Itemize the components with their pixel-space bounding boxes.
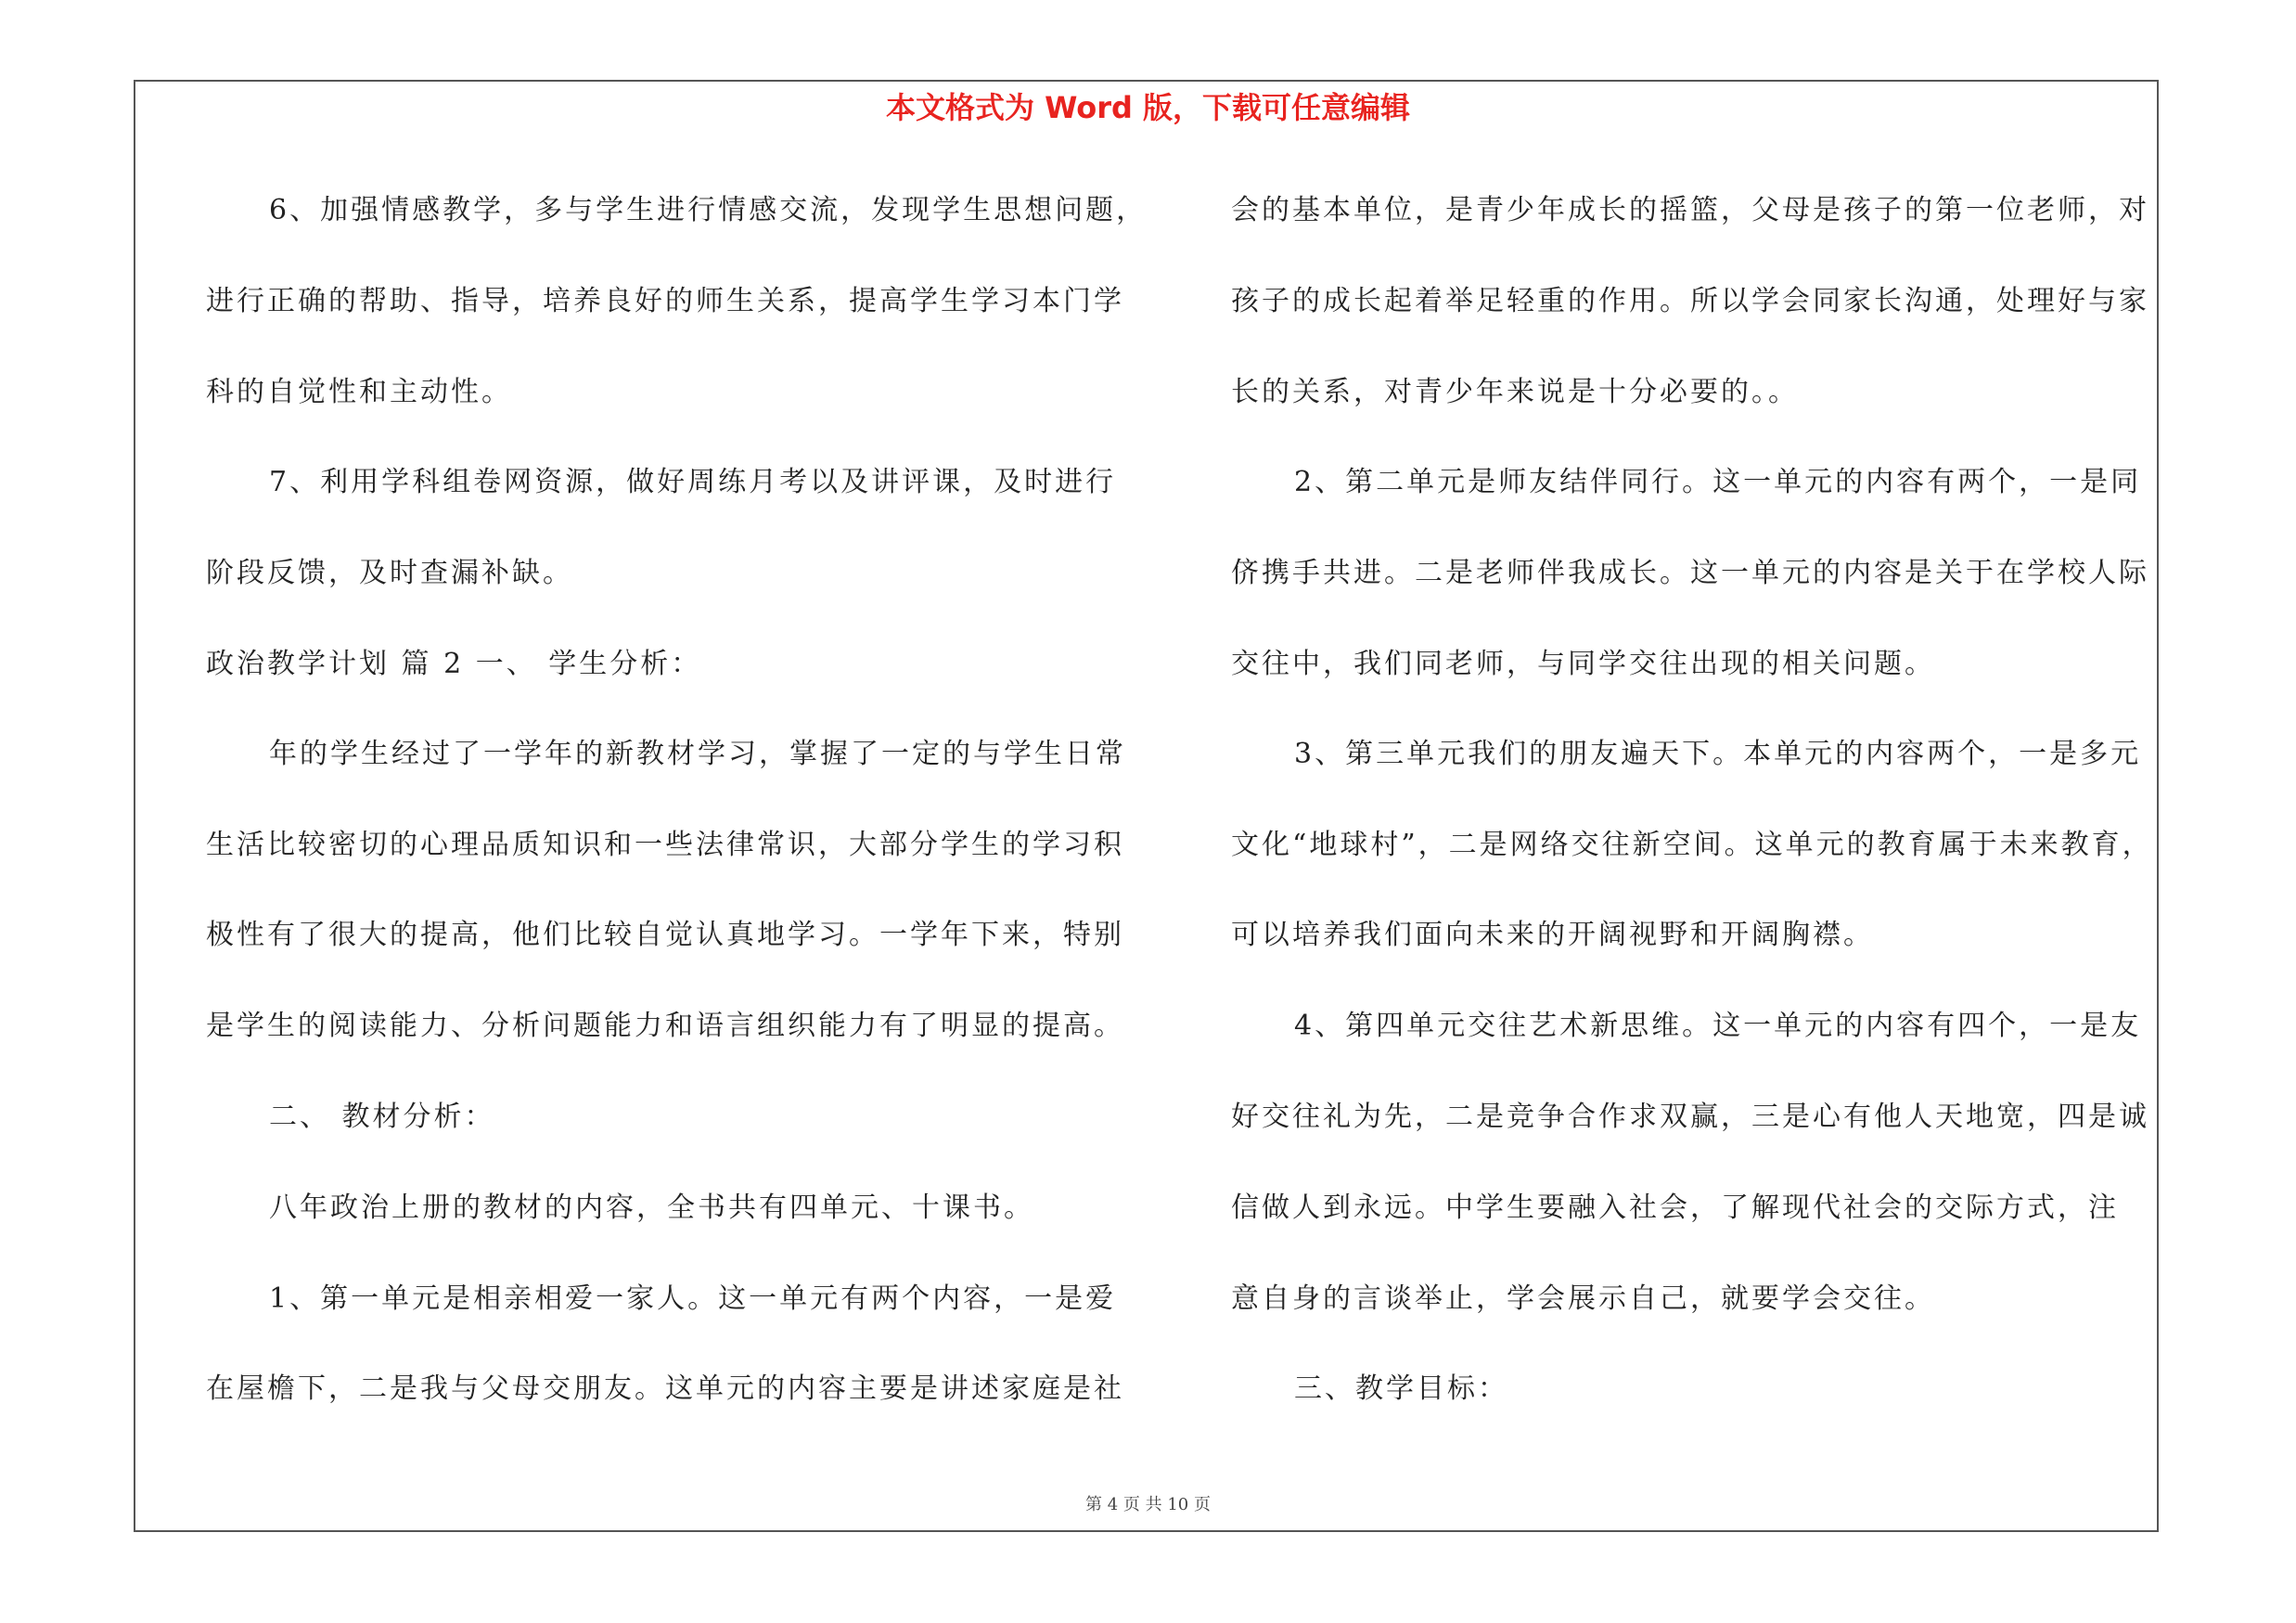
text-line: 八年政治上册的教材的内容，全书共有四单元、十课书。	[269, 1191, 1034, 1224]
text-line: 生活比较密切的心理品质知识和一些法律常识，大部分学生的学习积	[206, 829, 1124, 861]
text-line: 6、加强情感教学，多与学生进行情感交流，发现学生思想问题，	[269, 194, 1148, 226]
section-heading: 三、教学目标：	[1294, 1372, 1508, 1405]
editable-notice-banner: 本文格式为 Word 版，下载可任意编辑	[885, 90, 1411, 125]
text-line: 进行正确的帮助、指导，培养良好的师生关系，提高学生学习本门学	[206, 285, 1124, 317]
text-line: 极性有了很大的提高，他们比较自觉认真地学习。一学年下来，特别	[206, 919, 1124, 951]
text-line: 在屋檐下，二是我与父母交朋友。这单元的内容主要是讲述家庭是社	[206, 1372, 1124, 1405]
section-heading: 二、 教材分析：	[269, 1101, 495, 1133]
text-line: 意自身的言谈举止，学会展示自己，就要学会交往。	[1231, 1282, 1935, 1315]
text-line: 年的学生经过了一学年的新教材学习，掌握了一定的与学生日常	[269, 738, 1126, 770]
text-line: 文化“地球村”，二是网络交往新空间。这单元的教育属于未来教育，	[1231, 829, 2153, 861]
text-line: 3、第三单元我们的朋友遍天下。本单元的内容两个，一是多元	[1294, 738, 2142, 770]
text-line: 侪携手共进。二是老师伴我成长。这一单元的内容是关于在学校人际	[1231, 557, 2149, 589]
text-line: 交往中，我们同老师，与同学交往出现的相关问题。	[1231, 648, 1935, 680]
text-line: 7、利用学科组卷网资源，做好周练月考以及讲评课，及时进行	[269, 466, 1117, 498]
text-line: 信做人到永远。中学生要融入社会，了解现代社会的交际方式，注	[1231, 1191, 2119, 1224]
text-line: 长的关系，对青少年来说是十分必要的。。	[1231, 376, 1799, 408]
text-line: 1、第一单元是相亲相爱一家人。这一单元有两个内容，一是爱	[269, 1282, 1117, 1315]
text-line: 阶段反馈，及时查漏补缺。	[206, 557, 573, 589]
text-line: 4、第四单元交往艺术新思维。这一单元的内容有四个，一是友	[1294, 1010, 2142, 1042]
text-line: 可以培养我们面向未来的开阔视野和开阔胸襟。	[1231, 919, 1874, 951]
text-line: 好交往礼为先，二是竞争合作求双赢，三是心有他人天地宽，四是诚	[1231, 1101, 2149, 1133]
text-line: 是学生的阅读能力、分析问题能力和语言组织能力有了明显的提高。	[206, 1010, 1124, 1042]
text-line: 2、第二单元是师友结伴同行。这一单元的内容有两个，一是同	[1294, 466, 2142, 498]
text-line: 孩子的成长起着举足轻重的作用。所以学会同家长沟通，处理好与家	[1231, 285, 2149, 317]
page-number: 第 4 页 共 10 页	[1085, 1495, 1211, 1514]
text-line: 会的基本单位，是青少年成长的摇篮，父母是孩子的第一位老师，对	[1231, 194, 2149, 226]
text-line: 科的自觉性和主动性。	[206, 376, 512, 408]
section-heading: 政治教学计划 篇 2 一、 学生分析：	[206, 648, 702, 680]
